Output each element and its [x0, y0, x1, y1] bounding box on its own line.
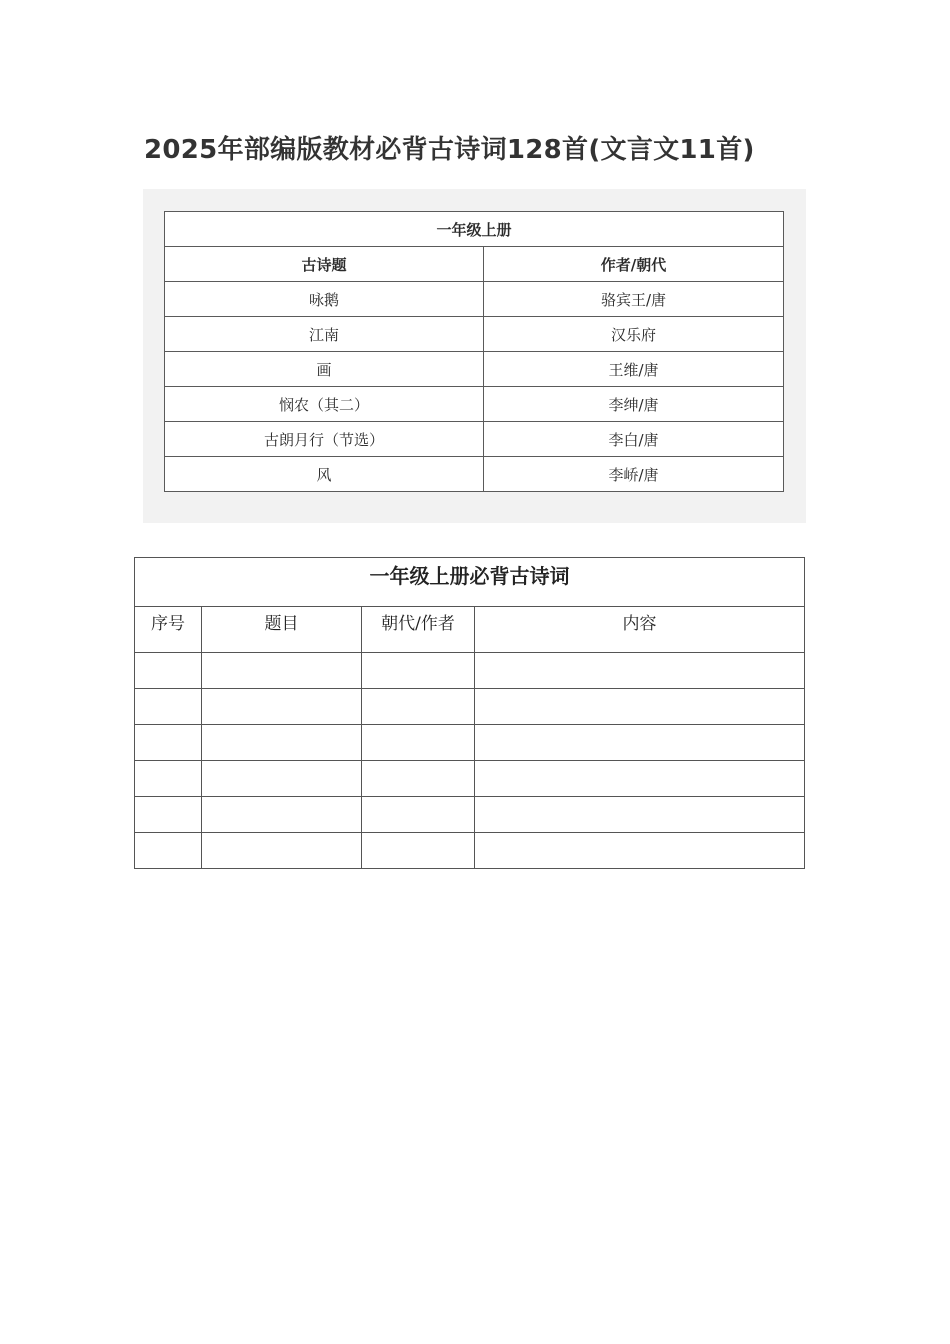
table-row — [165, 457, 784, 492]
author-cell: 汉乐府 — [484, 317, 784, 352]
table-row — [165, 282, 784, 317]
poem-list-figure — [143, 189, 806, 523]
header-dynasty-author: 朝代/作者 — [362, 607, 475, 653]
recitation-header-row — [135, 607, 805, 653]
poem-list-table — [164, 211, 784, 492]
header-poem-title: 古诗题 — [165, 247, 484, 282]
recitation-title-row — [135, 558, 805, 607]
author-cell: 李白/唐 — [484, 422, 784, 457]
recitation-table-title: 一年级上册必背古诗词 — [135, 558, 805, 607]
table-row — [135, 653, 805, 689]
poem-title-cell: 风 — [165, 457, 484, 492]
author-cell: 骆宾王/唐 — [484, 282, 784, 317]
poem-title-cell: 江南 — [165, 317, 484, 352]
header-content: 内容 — [475, 607, 805, 653]
table-row — [165, 387, 784, 422]
author-cell: 李绅/唐 — [484, 387, 784, 422]
table-row — [135, 797, 805, 833]
poem-title-cell: 画 — [165, 352, 484, 387]
table-row — [135, 833, 805, 869]
header-row — [165, 247, 784, 282]
table-row — [165, 352, 784, 387]
table-row — [165, 422, 784, 457]
recitation-table — [134, 557, 805, 869]
table-row — [135, 725, 805, 761]
author-cell: 李峤/唐 — [484, 457, 784, 492]
table-row — [135, 689, 805, 725]
grade-label: 一年级上册 — [165, 212, 784, 247]
table-row — [165, 317, 784, 352]
header-title: 题目 — [202, 607, 362, 653]
poem-title-cell: 古朗月行（节选） — [165, 422, 484, 457]
table-row — [135, 761, 805, 797]
author-cell: 王维/唐 — [484, 352, 784, 387]
grade-row — [165, 212, 784, 247]
header-index: 序号 — [135, 607, 202, 653]
poem-title-cell: 咏鹅 — [165, 282, 484, 317]
document-title: 2025年部编版教材必背古诗词128首(文言文11首) — [144, 135, 755, 165]
poem-title-cell: 悯农（其二） — [165, 387, 484, 422]
header-author-dynasty: 作者/朝代 — [484, 247, 784, 282]
